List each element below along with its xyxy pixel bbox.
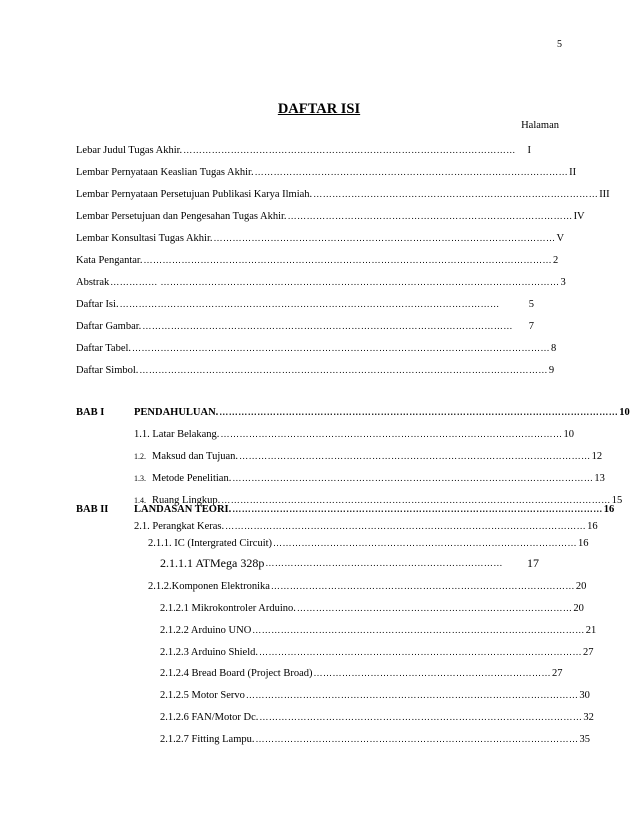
toc-leader-dots: ………………………………………………………………………………: [313, 189, 599, 199]
toc-entry-page: I: [527, 145, 531, 156]
toc-entry-label: Lembar Pernyataan Keaslian Tugas Akhir.: [76, 167, 254, 178]
toc-entry-number: 1.3.: [134, 474, 146, 483]
toc-entry-page: 9: [548, 365, 555, 376]
toc-chapter-landasan-teori: [134, 503, 615, 516]
toc-leader-dots: …………………………………………………………………………………………………………………: [139, 365, 548, 375]
toc-entry-label: 2.1.2.2 Arduino UNO: [160, 625, 252, 636]
toc-entry-page: 32: [583, 712, 594, 723]
toc-entry-motor-servo: [160, 689, 590, 702]
toc-entry-page: 12: [591, 451, 603, 462]
toc-entry-arduino-shield: [160, 646, 594, 659]
toc-entry-label: 1.1. Latar Belakang.: [134, 429, 220, 440]
toc-entry-page: 16: [578, 538, 589, 549]
toc-entry-fan-motor-dc: [160, 711, 594, 724]
toc-leader-dots: ……………………………………………………………………………………………………: [232, 473, 594, 483]
column-header-halaman: Halaman: [521, 120, 559, 131]
toc-leader-dots: ………………………………………………………………………………………………………………: [219, 407, 619, 417]
toc-entry-label: 2.1.2.1 Mikrokontroler Arduino.: [160, 603, 296, 614]
toc-entry-perangkat-keras: [134, 520, 598, 533]
toc-leader-dots: …………………………………………………………………………………………………………: [119, 299, 500, 309]
toc-leader-dots: …………… ………………………………………………………………………………………………………………: [110, 277, 560, 287]
toc-entry-page: 20: [573, 603, 584, 614]
toc-entry-page: 5: [528, 299, 534, 310]
toc-entry-text: Ruang Lingkup.: [152, 495, 221, 506]
toc-entry-page: 7: [528, 321, 534, 332]
toc-entry-page: III: [599, 189, 610, 200]
toc-entry-label: 2.1.2.6 FAN/Motor Dc.: [160, 712, 259, 723]
toc-entry-atmega: [160, 557, 539, 570]
toc-entry-mikrokontroler-arduino: [160, 602, 584, 615]
toc-entry-page: V: [556, 233, 565, 244]
toc-entry-page: 20: [575, 581, 587, 592]
toc-leader-dots: …………………………………………………………………………………………: [259, 647, 583, 657]
toc-entry-page: 16: [603, 504, 615, 515]
toc-leader-dots: ……………………………………………………………………………………………: [252, 625, 585, 635]
toc-leader-dots: ………………………………………………………………………………………………………: [232, 504, 603, 514]
toc-entry-page: 21: [585, 625, 597, 636]
toc-leader-dots: …………………………………………………………………………………………………………………: [143, 255, 552, 265]
toc-entry-lembar-konsultasi: [76, 232, 565, 245]
toc-entry-label: [134, 472, 231, 485]
toc-entry-lembar-keaslian: [76, 166, 577, 179]
toc-entry-page: IV: [573, 211, 585, 222]
toc-entry-page: 15: [611, 495, 623, 506]
toc-entry-label: [134, 450, 238, 463]
toc-entry-daftar-simbol: [76, 364, 555, 377]
toc-entry-label: 2.1.1.1 ATMega 328p: [160, 556, 265, 570]
toc-entry-latar-belakang: [134, 428, 574, 441]
toc-entry-label: Daftar Isi.: [76, 299, 119, 310]
toc-entry-page: 27: [583, 647, 594, 658]
chapter-code-bab-2-label: BAB II: [76, 504, 109, 515]
toc-entry-label: 2.1.2.Komponen Elektronika: [148, 581, 270, 592]
toc-entry-number: 1.2.: [134, 452, 146, 461]
toc-entry-label: 2.1.2.5 Motor Servo: [160, 690, 245, 701]
toc-entry-maksud-tujuan: [134, 450, 603, 463]
toc-entry-label: 2.1.2.3 Arduino Shield.: [160, 647, 259, 658]
toc-entry-fitting-lampu: [160, 733, 590, 746]
toc-entry-label: Lembar Persetujuan dan Pengesahan Tugas Akhir.: [76, 211, 287, 222]
toc-leader-dots: …………………………………………………………………………………………: [255, 734, 579, 744]
toc-leader-dots: ……………………………………………………………………………: [296, 603, 573, 613]
toc-entry-number: 1.4.: [134, 496, 146, 505]
toc-entry-daftar-gambar: [76, 320, 534, 333]
toc-leader-dots: ………………………………………………………………………………………………………: [142, 321, 513, 331]
toc-entry-label: Lebar Judul Tugas Akhir.: [76, 145, 183, 156]
toc-entry-page: 13: [594, 473, 605, 484]
toc-entry-bread-board: [160, 667, 563, 680]
toc-entry-metode-penelitian: [134, 472, 605, 485]
toc-leader-dots: ………………………………………………………………………………………: [254, 167, 569, 177]
chapter-code-bab-1: BAB I: [76, 407, 105, 418]
toc-entry-page: II: [569, 167, 577, 178]
toc-entry-page: 3: [560, 277, 566, 288]
toc-leader-dots: ……………………………………………………………………………………………: [245, 690, 579, 700]
toc-entry-label: Daftar Gambar.: [76, 321, 142, 332]
toc-entry-label: 2.1.1. IC (Intergrated Circuit): [148, 538, 273, 549]
toc-leader-dots: ………………………………………………………………………………………………: [220, 429, 563, 439]
toc-entry-page: 2: [552, 255, 559, 266]
toc-entry-label: 2.1.2.7 Fitting Lampu.: [160, 734, 255, 745]
toc-leader-dots: …………………………………………………………………: [265, 558, 503, 568]
toc-entry-lembar-publikasi: [76, 188, 610, 201]
toc-entry-lembar-pengesahan: [76, 210, 585, 223]
toc-leader-dots: ……………………………………………………………………………………: [270, 581, 575, 591]
toc-entry-page: 10: [563, 429, 574, 440]
toc-chapter-title: PENDAHULUAN.: [134, 407, 219, 418]
toc-entry-ic: [148, 537, 589, 550]
toc-leader-dots: ……………………………………………………………………………………………………: [225, 521, 587, 531]
toc-entry-abstrak: [76, 276, 566, 289]
toc-entry-label: Abstrak: [76, 277, 110, 288]
toc-entry-komponen-elektronika: [148, 580, 587, 593]
toc-entry-page: 10: [619, 407, 630, 418]
toc-entry-page: 8: [551, 343, 557, 354]
toc-entry-label: Lembar Pernyataan Persetujuan Publikasi Karya Ilmiah.: [76, 189, 313, 200]
toc-entry-text: Maksud dan Tujuan.: [152, 451, 239, 462]
toc-entry-page: 35: [579, 734, 590, 745]
toc-entry-page: 30: [579, 690, 590, 701]
toc-entry-text: Metode Penelitian.: [152, 473, 232, 484]
toc-leader-dots: ……………………………………………………………………………………………………………: [221, 495, 611, 505]
page-number: 5: [557, 39, 562, 50]
toc-entry-daftar-tabel: [76, 342, 557, 355]
toc-chapter-title: LANDASAN TEORI.: [134, 504, 232, 515]
toc-entry-daftar-isi: [76, 298, 534, 311]
toc-entry-arduino-uno: [160, 624, 597, 637]
toc-entry-lebar-judul: [76, 144, 531, 157]
toc-entry-page: 27: [552, 668, 563, 679]
toc-chapter-pendahuluan: [134, 406, 630, 419]
toc-leader-dots: ……………………………………………………………………………………………: [183, 145, 516, 155]
page-title: DAFTAR ISI: [277, 101, 361, 117]
toc-leader-dots: …………………………………………………………………: [313, 668, 552, 678]
toc-leader-dots: …………………………………………………………………………………………………: [239, 451, 591, 461]
toc-leader-dots: ……………………………………………………………………………………: [273, 538, 578, 548]
toc-leader-dots: ………………………………………………………………………………………………: [213, 233, 556, 243]
toc-entry-page: 16: [587, 521, 598, 532]
toc-leader-dots: …………………………………………………………………………………………: [259, 712, 583, 722]
toc-entry-page: 17: [527, 556, 539, 570]
toc-entry-label: Daftar Tabel.: [76, 343, 132, 354]
toc-entry-kata-pengantar: [76, 254, 559, 267]
toc-entry-label: Lembar Konsultasi Tugas Akhir.: [76, 233, 213, 244]
toc-entry-label: 2.1. Perangkat Keras.: [134, 521, 225, 532]
toc-leader-dots: ……………………………………………………………………………………………………………………: [132, 343, 551, 353]
toc-entry-label: Daftar Simbol.: [76, 365, 139, 376]
toc-leader-dots: ………………………………………………………………………………: [287, 211, 573, 221]
toc-entry-label: 2.1.2.4 Bread Board (Project Broad): [160, 668, 313, 679]
toc-entry-label: Kata Pengantar.: [76, 255, 143, 266]
